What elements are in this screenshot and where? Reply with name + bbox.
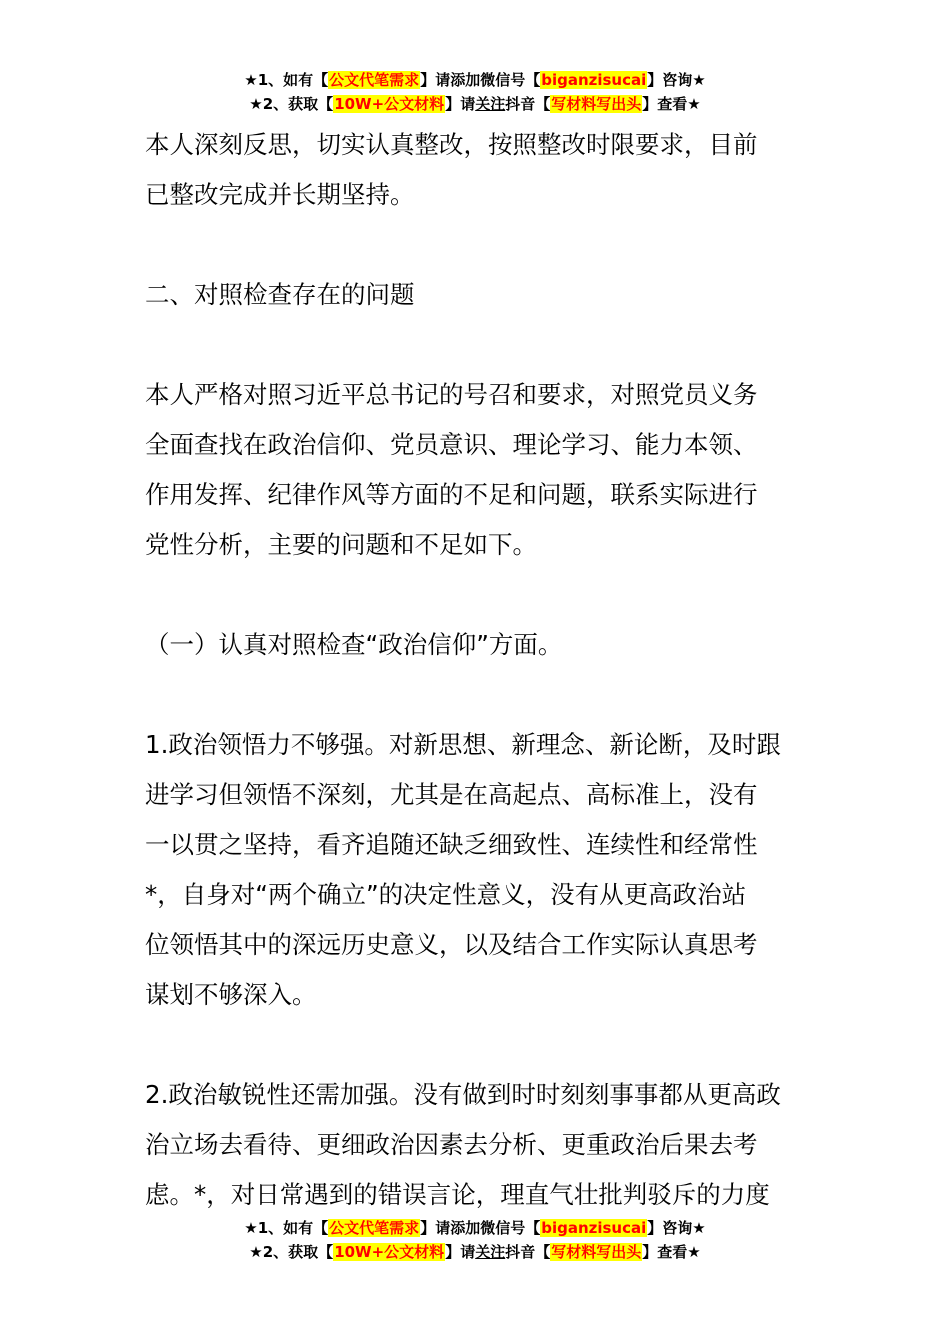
- paragraph-line: 2.政治敏锐性还需加强。没有做到时时刻刻事事都从更高政: [145, 1080, 781, 1109]
- subsection-heading: （一）认真对照检查“政治信仰”方面。: [145, 630, 563, 659]
- promo-line-2: ★2、获取【10W+公文材料】请关注抖音【写材料写出头】查看★: [249, 95, 701, 113]
- paragraph-line: 本人深刻反思，切实认真整改，按照整改时限要求，目前: [145, 130, 758, 159]
- paragraph-gap: [145, 1020, 810, 1070]
- underlined-follow: 关注: [475, 95, 506, 113]
- paragraph-line: 进学习但领悟不深刻，尤其是在高起点、高标准上，没有: [145, 780, 758, 809]
- highlight-service: 公文代笔需求: [329, 1219, 420, 1237]
- paragraph-line: 全面查找在政治信仰、党员意识、理论学习、能力本领、: [145, 430, 758, 459]
- paragraph-line: *，自身对“两个确立”的决定性意义，没有从更高政治站: [145, 880, 747, 909]
- paragraph-line: 党性分析，主要的问题和不足如下。: [145, 530, 537, 559]
- paragraph-line: 治立场去看待、更细政治因素去分析、更重政治后果去考: [145, 1130, 758, 1159]
- paragraph-line: 作用发挥、纪律作风等方面的不足和问题，联系实际进行: [145, 480, 758, 509]
- highlight-materials: 10W+公文材料: [334, 95, 445, 113]
- paragraph-line: 1.政治领悟力不够强。对新思想、新理念、新论断，及时跟: [145, 730, 781, 759]
- highlight-service: 公文代笔需求: [329, 71, 420, 89]
- header-promo-banner: [0, 68, 950, 116]
- promo-line-2: ★2、获取【10W+公文材料】请关注抖音【写材料写出头】查看★: [249, 1243, 701, 1261]
- section-heading: 二、对照检查存在的问题: [145, 280, 415, 309]
- underlined-follow: 关注: [475, 1243, 506, 1261]
- paragraph-gap: [145, 220, 810, 270]
- highlight-douyin-account: 写材料写出头: [551, 1243, 642, 1261]
- paragraph-line: 一以贯之坚持，看齐追随还缺乏细致性、连续性和经常性: [145, 830, 758, 859]
- paragraph-line: 虑。*，对日常遇到的错误言论，理直气壮批判驳斥的力度: [145, 1180, 770, 1209]
- promo-line-1: ★1、如有【公文代笔需求】请添加微信号【biganzisucai】咨询★: [244, 71, 706, 89]
- paragraph-line: 位领悟其中的深远历史意义，以及结合工作实际认真思考: [145, 930, 758, 959]
- highlight-douyin-account: 写材料写出头: [551, 95, 642, 113]
- promo-line-1: ★1、如有【公文代笔需求】请添加微信号【biganzisucai】咨询★: [244, 1219, 706, 1237]
- paragraph-line: 谋划不够深入。: [145, 980, 317, 1009]
- paragraph-line: 已整改完成并长期坚持。: [145, 180, 415, 209]
- paragraph-line: 本人严格对照习近平总书记的号召和要求，对照党员义务: [145, 380, 758, 409]
- paragraph-gap: [145, 570, 810, 620]
- highlight-materials: 10W+公文材料: [334, 1243, 445, 1261]
- paragraph-gap: [145, 670, 810, 720]
- footer-promo-banner: [0, 1216, 950, 1264]
- highlight-wechat-id: biganzisucai: [541, 71, 647, 89]
- document-body: [145, 120, 810, 1220]
- highlight-wechat-id: biganzisucai: [541, 1219, 647, 1237]
- paragraph-gap: [145, 320, 810, 370]
